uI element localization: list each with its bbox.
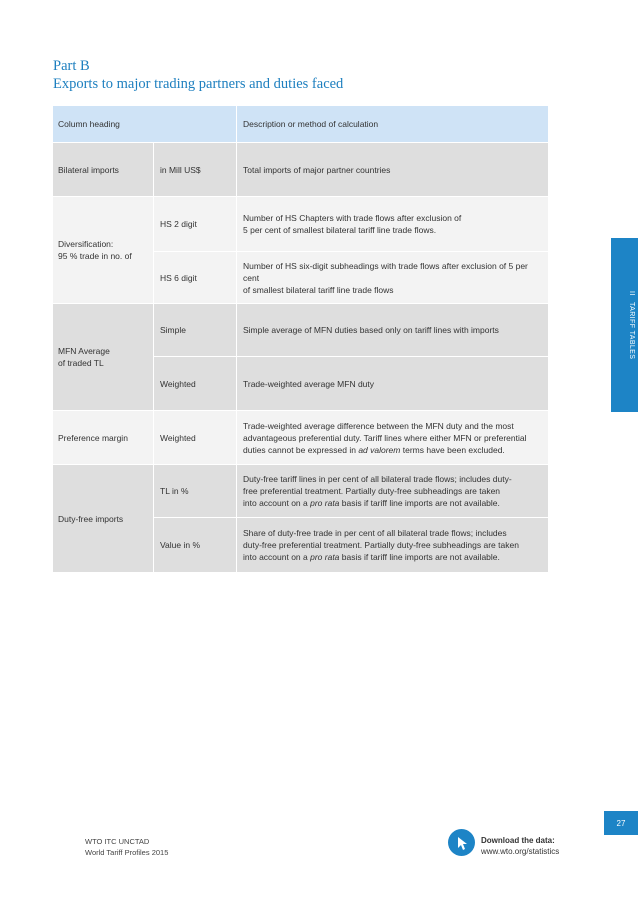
section-tab-marker: II — [628, 290, 635, 296]
table-row — [53, 304, 549, 357]
footer-org: WTO ITC UNCTAD — [85, 837, 150, 846]
row-description — [237, 252, 549, 304]
page-header — [53, 57, 343, 93]
row-description — [237, 518, 549, 573]
table-row — [53, 411, 549, 465]
row-label: Bilateral imports — [53, 143, 154, 197]
description-line: duty-free preferential treatment. Partially duty-free subheadings are taken — [243, 540, 519, 550]
page-number: 27 — [604, 811, 638, 835]
description-italic: ad valorem — [358, 444, 401, 455]
row-description — [237, 197, 549, 252]
description-line: free preferential treatment. Partially duty-free subheadings are taken — [243, 486, 501, 496]
description-line: Number of HS Chapters with trade flows after exclusion of — [243, 213, 462, 223]
part-label: Part B — [53, 58, 90, 74]
row-description: Simple average of MFN duties based only on tariff lines with imports — [237, 304, 549, 357]
description-line — [243, 497, 542, 509]
description-italic: pro rata — [310, 552, 340, 562]
table-row — [53, 143, 549, 197]
row-label — [53, 304, 154, 411]
description-text: terms have been excluded. — [400, 444, 505, 455]
row-sublabel: Value in % — [154, 518, 237, 573]
row-description — [237, 465, 549, 518]
header-column-heading: Column heading — [53, 106, 237, 143]
row-sublabel: HS 2 digit — [154, 197, 237, 252]
description-line: of smallest bilateral tariff line trade flows — [243, 284, 394, 295]
description-line: Share of duty-free trade in per cent of all bilateral trade flows; includes — [243, 528, 507, 538]
row-sublabel: HS 6 digit — [154, 252, 237, 304]
row-sublabel: TL in % — [154, 465, 237, 518]
row-label-line: MFN Average — [58, 346, 110, 356]
description-text: basis if tariff line imports are not available. — [339, 552, 500, 562]
row-description — [237, 411, 549, 465]
description-italic: pro rata — [310, 498, 340, 508]
description-text: into account on a — [243, 552, 311, 562]
row-label-line: of traded TL — [58, 358, 104, 368]
definitions-table — [52, 105, 549, 573]
row-sublabel: Simple — [154, 304, 237, 357]
row-description: Trade-weighted average MFN duty — [237, 357, 549, 411]
description-line — [243, 551, 542, 563]
description-line: Duty-free tariff lines in per cent of all bilateral trade flows; includes duty- — [243, 474, 512, 484]
description-text: into account on a — [243, 498, 311, 508]
download-title: Download the data: — [481, 836, 555, 845]
row-sublabel: Weighted — [154, 411, 237, 465]
table-header-row — [53, 106, 549, 143]
row-label: Duty-free imports — [53, 465, 154, 573]
footer-credits — [85, 836, 168, 858]
description-line — [243, 444, 542, 456]
section-title: Exports to major trading partners and duties faced — [53, 76, 344, 92]
section-tab-label: TARIFF TABLES — [628, 301, 635, 360]
download-info — [481, 835, 559, 857]
row-label-line: Diversification: — [58, 239, 114, 249]
row-sublabel: Weighted — [154, 357, 237, 411]
table-row — [53, 465, 549, 518]
row-label-line: 95 % trade in no. of — [58, 251, 132, 261]
description-line: Number of HS six-digit subheadings with trade flows after exclusion of 5 per cent — [243, 260, 528, 283]
row-label — [53, 197, 154, 304]
description-text: basis if tariff line imports are not available. — [339, 498, 500, 508]
table-row — [53, 197, 549, 252]
row-label: Preference margin — [53, 411, 154, 465]
row-description: Total imports of major partner countries — [237, 143, 549, 197]
mouse-pointer-icon — [448, 829, 475, 856]
header-description: Description or method of calculation — [237, 106, 549, 143]
description-text: duties cannot be expressed in — [243, 444, 359, 455]
footer-publication: World Tariff Profiles 2015 — [85, 848, 169, 857]
section-tab — [611, 238, 638, 412]
description-line: 5 per cent of smallest bilateral tariff line trade flows. — [243, 225, 437, 235]
description-line: Trade-weighted average difference between the MFN duty and the most — [243, 420, 514, 431]
download-url[interactable]: www.wto.org/statistics — [481, 847, 560, 856]
description-line: advantageous preferential duty. Tariff lines where either MFN or preferential — [243, 432, 527, 443]
row-sublabel: in Mill US$ — [154, 143, 237, 197]
